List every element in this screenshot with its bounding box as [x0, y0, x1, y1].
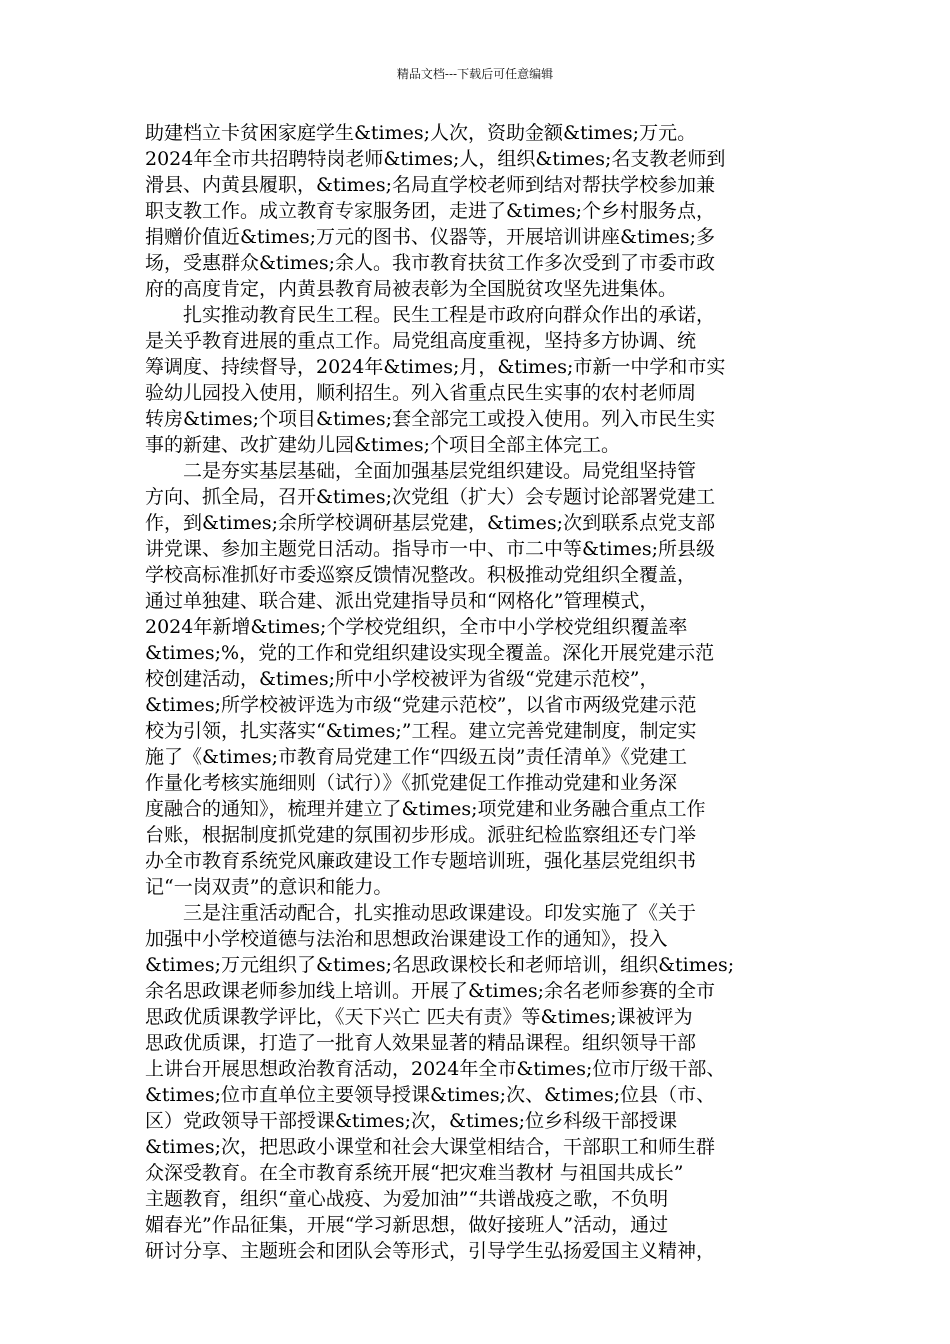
text-line: 筹调度、持续督导，2024年&times;月，&times;市新一中学和市实: [145, 356, 726, 378]
text-line: 众深受教育。在全市教育系统开展“把灾难当教材 与祖国共成长”: [145, 1162, 684, 1184]
text-line: 2024年新增&times;个学校党组织，全市中小学校党组织覆盖率: [145, 616, 688, 638]
text-line: 事的新建、改扩建幼儿园&times;个项目全部主体完工。: [145, 434, 621, 456]
text-line: 职支教工作。成立教育专家服务团，走进了&times;个乡村服务点，: [145, 200, 716, 222]
text-line: 验幼儿园投入使用，顺利招生。列入省重点民生实事的农村老师周: [145, 382, 697, 404]
text-line: 场，受惠群众&times;余人。我市教育扶贫工作多次受到了市委市政: [145, 252, 716, 274]
text-line: &times;万元组织了&times;名思政课校长和老师培训，组织&times;: [145, 954, 735, 976]
text-line: 2024年全市共招聘特岗老师&times;人，组织&times;名支教老师到: [145, 148, 726, 170]
text-line: 施了《&times;市教育局党建工作“四级五岗”责任清单》《党建工: [145, 746, 687, 768]
text-line: 是关乎教育进展的重点工作。局党组高度重视，坚持多方协调、统: [145, 330, 697, 352]
text-line: 校创建活动，&times;所中小学校被评为省级“党建示范校”，: [145, 668, 659, 690]
text-line: 府的高度肯定，内黄县教育局被表彰为全国脱贫攻坚先进集体。: [145, 278, 678, 300]
text-line: 捐赠价值近&times;万元的图书、仪器等，开展培训讲座&times;多: [145, 226, 716, 248]
text-line: 讲党课、参加主题党日活动。指导市一中、市二中等&times;所县级: [145, 538, 716, 560]
document-header: 精品文档---下载后可任意编辑: [396, 67, 554, 81]
text-line: 思政优质课教学评比，《天下兴亡 匹夫有责》等&times;课被评为: [145, 1006, 693, 1028]
text-line: 助建档立卡贫困家庭学生&times;人次，资助金额&times;万元。: [145, 122, 697, 144]
text-line: 度融合的通知》，梳理并建立了&times;项党建和业务融合重点工作: [145, 798, 706, 820]
text-line: 办全市教育系统党风廉政建设工作专题培训班，强化基层党组织书: [145, 850, 697, 872]
text-line: 滑县、内黄县履职，&times;名局直学校老师到结对帮扶学校参加兼: [145, 174, 716, 196]
text-line: 校为引领，扎实落实“&times;”工程。建立完善党建制度，制定实: [145, 720, 697, 742]
text-line: &times;次，把思政小课堂和社会大课堂相结合，干部职工和师生群: [145, 1136, 716, 1158]
text-line: 作，到&times;余所学校调研基层党建，&times;次到联系点党支部: [145, 512, 716, 534]
text-line: 媚春光”作品征集，开展“学习新思想，做好接班人”活动，通过: [145, 1214, 669, 1236]
text-line: 二是夯实基层基础，全面加强基层党组织建设。局党组坚持管: [145, 460, 697, 482]
text-line: 研讨分享、主题班会和团队会等形式，引导学生弘扬爱国主义精神，: [145, 1240, 716, 1262]
text-line: 记“一岗双责”的意识和能力。: [145, 876, 393, 898]
text-line: &times;%，党的工作和党组织建设实现全覆盖。深化开展党建示范: [145, 642, 715, 664]
text-line: 思政优质课，打造了一批育人效果显著的精品课程。组织领导干部: [145, 1032, 697, 1054]
text-line: 加强中小学校道德与法治和思想政治课建设工作的通知》，投入: [145, 928, 668, 950]
text-line: 上讲台开展思想政治教育活动，2024年全市&times;位市厅级干部、: [145, 1058, 726, 1080]
text-line: 扎实推动教育民生工程。民生工程是市政府向群众作出的承诺，: [145, 304, 716, 326]
text-line: 通过单独建、联合建、派出党建指导员和“网格化”管理模式，: [145, 590, 659, 612]
document-body: [145, 120, 811, 1264]
text-line: 主题教育，组织“童心战疫、为爱加油”“共谱战疫之歌，不负明: [145, 1188, 669, 1210]
text-line: 三是注重活动配合，扎实推动思政课建设。印发实施了《关于: [145, 902, 697, 924]
text-line: &times;所学校被评选为市级“党建示范校”，以省市两级党建示范: [145, 694, 697, 716]
text-line: 学校高标准抓好市委巡察反馈情况整改。积极推动党组织全覆盖，: [145, 564, 697, 586]
text-line: 作量化考核实施细则（试行）》《抓党建促工作推动党建和业务深: [145, 772, 678, 794]
text-line: 台账，根据制度抓党建的氛围初步形成。派驻纪检监察组还专门举: [145, 824, 697, 846]
text-line: &times;位市直单位主要领导授课&times;次、&times;位县（市、: [145, 1084, 716, 1106]
text-line: 余名思政课老师参加线上培训。开展了&times;余名老师参赛的全市: [145, 980, 716, 1002]
text-line: 区）党政领导干部授课&times;次，&times;位乡科级干部授课: [145, 1110, 678, 1132]
text-line: 方向、抓全局，召开&times;次党组（扩大）会专题讨论部署党建工: [145, 486, 716, 508]
text-line: 转房&times;个项目&times;套全部完工或投入使用。列入市民生实: [145, 408, 716, 430]
